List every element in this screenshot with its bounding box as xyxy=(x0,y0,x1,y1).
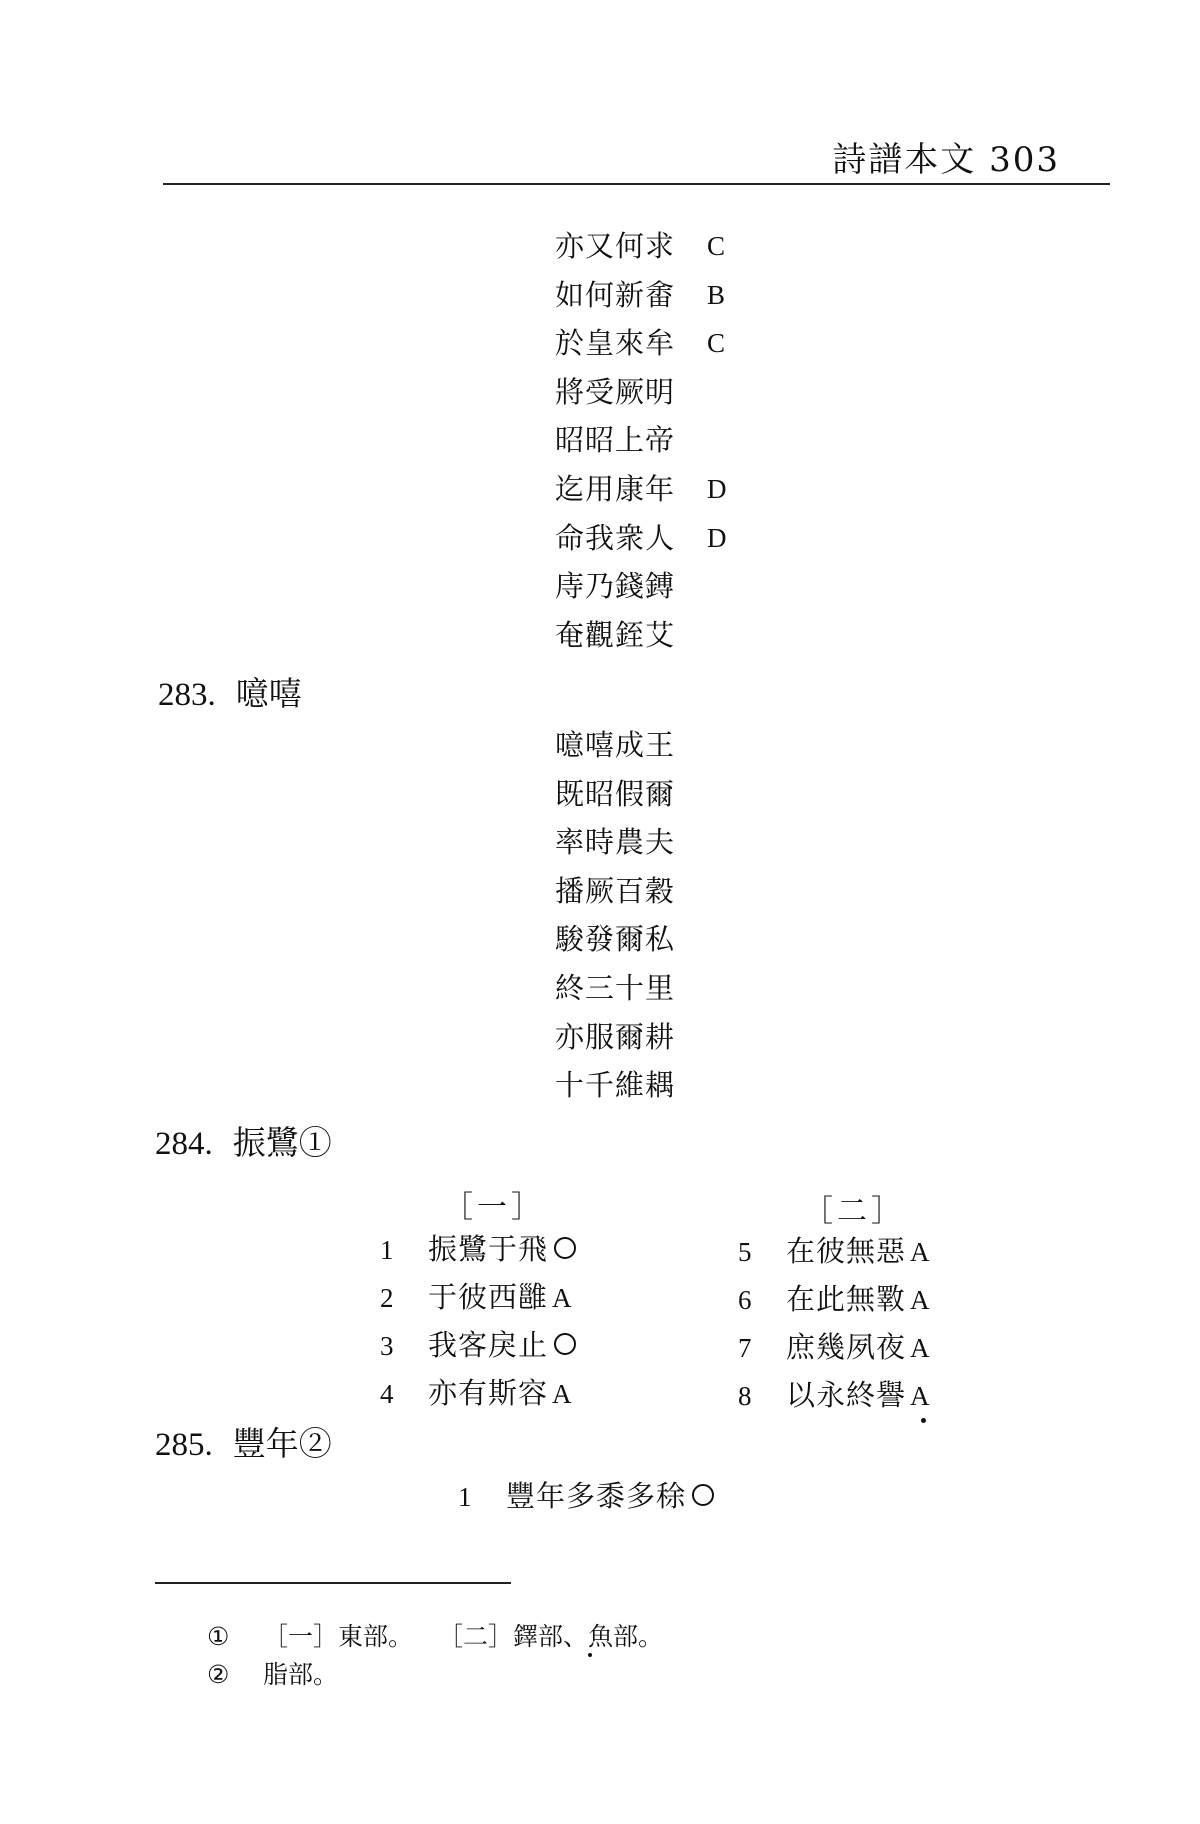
numbered-line: 7 庶幾夙夜 A xyxy=(738,1323,930,1371)
running-header: 詩譜本文 303 xyxy=(832,140,1060,180)
verse-line: 亦服爾耕 xyxy=(555,1019,676,1054)
verse-line: 庤乃錢鎛 xyxy=(555,569,676,604)
section-heading-284 xyxy=(155,1117,332,1164)
stanza-1-lines xyxy=(380,1225,576,1417)
section-number: 283. xyxy=(158,677,216,713)
section-heading-285 xyxy=(155,1418,332,1465)
verse-list-283 xyxy=(555,721,955,1110)
verse-line: 終三十里 xyxy=(555,970,676,1005)
line-number: 7 xyxy=(738,1333,752,1363)
line-number: 8 xyxy=(738,1381,752,1411)
rhyme-mark: A xyxy=(910,1285,930,1315)
footnote-rule xyxy=(155,1582,511,1584)
line-number: 4 xyxy=(380,1379,394,1409)
rhyme-mark: A xyxy=(910,1381,930,1411)
section-number: 284. xyxy=(155,1126,213,1162)
section-number: 285. xyxy=(155,1427,213,1463)
section-heading-283 xyxy=(158,668,302,715)
verse-list-285 xyxy=(458,1472,714,1520)
stanza-2-lines xyxy=(738,1227,930,1419)
footnote-ref: ① xyxy=(207,1622,230,1651)
line-number: 1 xyxy=(380,1235,394,1265)
footnote xyxy=(207,1656,663,1694)
rhyme-mark: C xyxy=(707,328,726,359)
rhyme-mark: A xyxy=(552,1283,572,1313)
numbered-line: 5 在彼無惡 A xyxy=(738,1227,930,1275)
verse-line: 亦又何求 C xyxy=(555,222,955,271)
header-rule xyxy=(163,183,1110,185)
line-number: 6 xyxy=(738,1285,752,1315)
circle-mark-icon xyxy=(692,1484,714,1506)
stanza-header-1: ［一］ xyxy=(443,1190,545,1225)
rhyme-mark: A xyxy=(552,1379,572,1409)
stanza-header-2: ［二］ xyxy=(803,1194,905,1229)
verse-line: 命我衆人 D xyxy=(555,514,955,563)
footnote-ref: ② xyxy=(207,1660,230,1689)
rhyme-mark: B xyxy=(707,279,726,310)
numbered-line: 6 在此無斁 A xyxy=(738,1275,930,1323)
numbered-line: 8 以永終譽 A xyxy=(738,1371,930,1419)
emphasis-dot-icon xyxy=(588,1653,592,1657)
section-title: 豐年② xyxy=(232,1424,332,1463)
numbered-line: 1 振鷺于飛 xyxy=(380,1225,576,1273)
line-number: 2 xyxy=(380,1283,394,1313)
emphasis-dot-icon xyxy=(921,1418,926,1423)
numbered-line: 4 亦有斯容 A xyxy=(380,1369,576,1417)
verse-line: 昭昭上帝 xyxy=(555,423,676,458)
footnote xyxy=(207,1618,663,1656)
circle-mark-icon xyxy=(554,1237,576,1259)
footnote-text: 脂部。 xyxy=(263,1660,339,1689)
numbered-line: 2 于彼西雝 A xyxy=(380,1273,576,1321)
verse-line: 噫嘻成王 xyxy=(555,728,676,762)
section-title: 噫嘻 xyxy=(235,674,302,713)
numbered-line: 3 我客戾止 xyxy=(380,1321,576,1369)
line-number: 3 xyxy=(380,1331,394,1361)
rhyme-mark: D xyxy=(707,522,727,553)
verse-line: 迄用康年 D xyxy=(555,465,955,514)
footnote-text: ［一］東部。 ［二］鐸部、魚部。 xyxy=(263,1622,664,1651)
rhyme-mark: A xyxy=(910,1333,930,1363)
verse-line: 於皇來牟 C xyxy=(555,319,955,368)
line-number: 1 xyxy=(458,1482,472,1512)
verse-line: 如何新畬 B xyxy=(555,271,955,320)
verse-line: 將受厥明 xyxy=(555,374,676,409)
rhyme-mark: C xyxy=(707,231,726,261)
section-title: 振鷺① xyxy=(232,1123,332,1162)
verse-line: 駿發爾私 xyxy=(555,922,676,957)
rhyme-mark: D xyxy=(707,473,727,504)
verse-list-continued xyxy=(555,222,955,659)
numbered-line: 1 豐年多黍多稌 xyxy=(458,1472,714,1520)
verse-line: 率時農夫 xyxy=(555,825,676,860)
rhyme-mark: A xyxy=(910,1237,930,1267)
verse-line: 既昭假爾 xyxy=(555,776,676,811)
verse-line: 十千維耦 xyxy=(555,1068,676,1103)
circle-mark-icon xyxy=(554,1333,576,1355)
line-number: 5 xyxy=(738,1237,752,1267)
verse-line: 播厥百穀 xyxy=(555,873,676,908)
verse-line: 奄觀銍艾 xyxy=(555,617,676,652)
footnotes xyxy=(207,1618,663,1694)
